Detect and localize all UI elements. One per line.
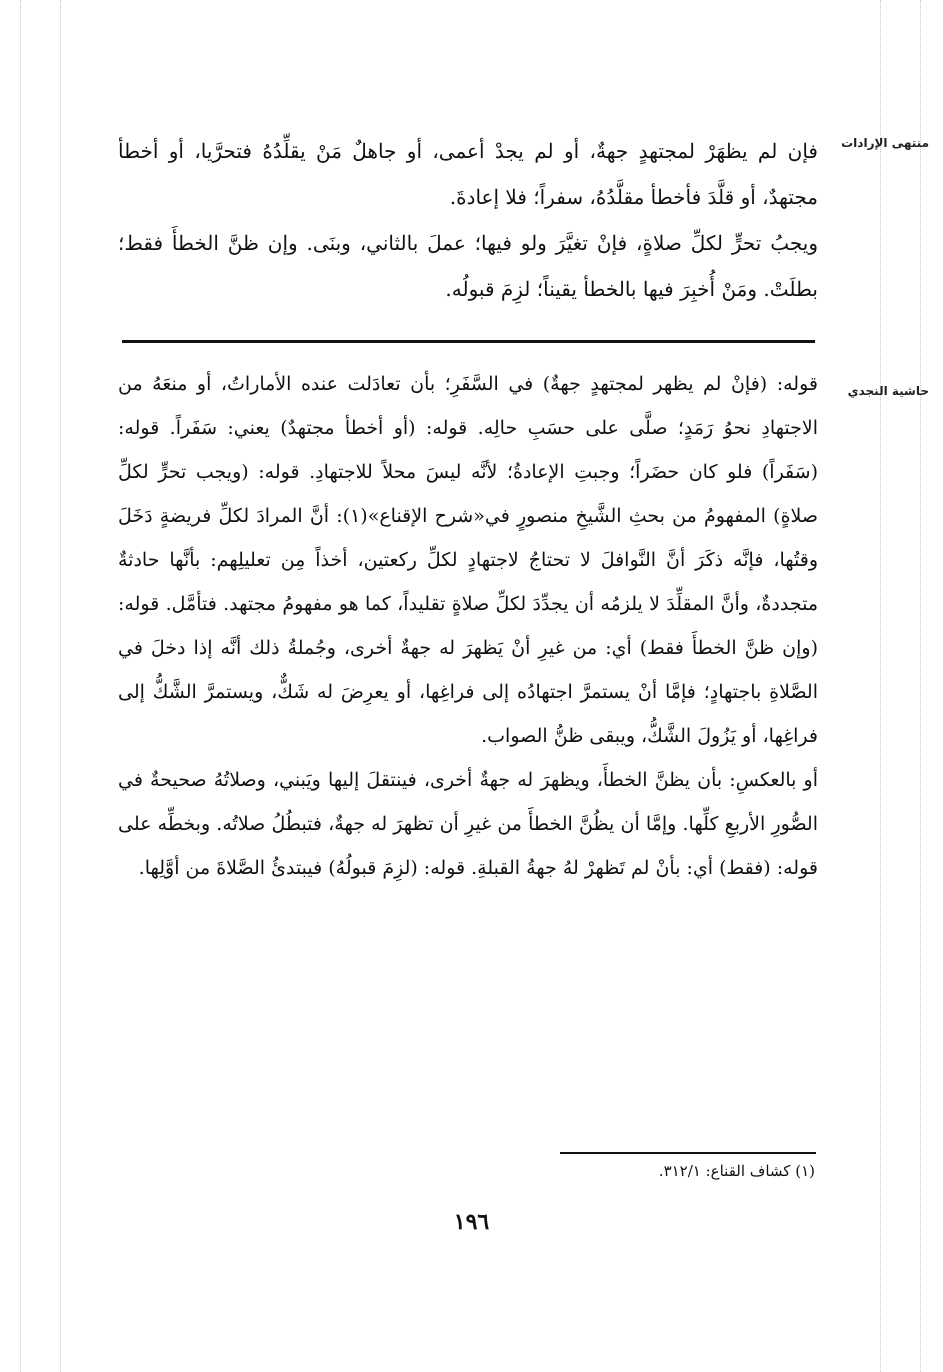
- hashiya-paragraph: قوله: (فإنْ لم يظهر لمجتهدٍ جهةٌ) في السَّفَرِ؛ بأن تعادَلت عنده الأماراتُ، أو منعَهُ من الاجتهادِ نحوُ رَمَدٍ؛ صلَّى على حسَبِ حالِه. قوله: (أو أخطأ مجتهدٌ) يعني: سَفَراً. قوله: (سَفَراً) فلو كان حضَراً؛ وجبتِ الإعادةُ؛ لأنَّه ليسَ محلاً للاجتهادِ. قوله: (ويجب تحرٍّ لكلِّ صلاةٍ) المفهومُ من بحثِ الشَّيخِ منصورٍ في«شرح الإقناع»(١): أنَّ المرادَ لكلِّ فريضةٍ دَخَلَ وقتُها، فإنَّه ذكَرَ أنَّ النَّوافلَ لا تحتاجُ لاجتهادٍ لكلِّ ركعتين، أخذاً مِن تعليلِهم: بأنَّها حادثةٌ متجددةٌ، وأنَّ المقلِّدَ لا يلزمُه أن يجدِّدَ لكلِّ صلاةٍ تقليداً، كما هو مفهومُ مجتهد. فتأمَّل. قوله: (وإن ظنَّ الخطأَ فقط) أي: من غيرِ أنْ يَظهرَ له جهةٌ أخرى، وجُملةُ ذلك أنَّه إذا دخلَ في الصَّلاةِ باجتهادٍ؛ فإمَّا أنْ يستمرَّ اجتهادُه إلى فراغِها، أو يعرِضَ له شَكٌّ، ويستمرَّ الشَّكُّ إلى فراغِها، أو يَزُولَ الشَّكُّ، ويبقى ظنُّ الصواب.: [118, 373, 818, 747]
- footnote-divider: [560, 1152, 816, 1154]
- side-label-matn: منتهى الإرادات: [841, 136, 929, 150]
- hashiya-text: [118, 362, 818, 890]
- matn-paragraph: ويجبُ تحرٍّ لكلِّ صلاةٍ، فإنْ تغيَّرَ ولو فيها؛ عملَ بالثاني، وبنَى. وإن ظنَّ الخطأَ فقط؛ بطلَتْ. ومَنْ أُخبِرَ فيها بالخطأ يقيناً؛ لزِمَ قبولُه.: [118, 231, 818, 301]
- page-number: ١٩٦: [453, 1209, 490, 1235]
- scan-line: [920, 0, 921, 1372]
- matn-paragraph: فإن لم يظهَرْ لمجتهدٍ جهةٌ، أو لم يجدْ أعمى، أو جاهلٌ مَنْ يقلِّدُهُ فتحرَّيا، أو أخطأ مجتهدٌ، أو قلَّدَ فأخطأ مقلَّدُهُ، سفراً؛ فلا إعادةَ.: [118, 139, 818, 209]
- section-divider: [122, 340, 815, 343]
- footnote: (١) كشاف القناع: ٣١٢/١.: [658, 1162, 815, 1180]
- hashiya-paragraph: أو بالعكسِ: بأن يظنَّ الخطأَ، ويظهرَ له جهةٌ أخرى، فينتقلَ إليها ويَبني، وصلاتُهُ صحيحةٌ في الصُّورِ الأربعِ كلِّها. وإمَّا أن يظُنَّ الخطأَ من غيرِ أن تظهرَ له جهةٌ، فتبطُلُ صلاتُه. وبخطِّه على قوله: (فقط) أي: بأنْ لم تَظهرْ لهُ جهةُ القبلةِ. قوله: (لزِمَ قبولُهُ) فيبتدئُ الصَّلاةَ من أوَّلِها.: [118, 769, 818, 879]
- scan-line: [20, 0, 21, 1372]
- side-label-hashiya: حاشية النجدي: [847, 384, 929, 398]
- scan-line: [880, 0, 881, 1372]
- matn-text: [118, 128, 818, 312]
- scan-line: [60, 0, 61, 1372]
